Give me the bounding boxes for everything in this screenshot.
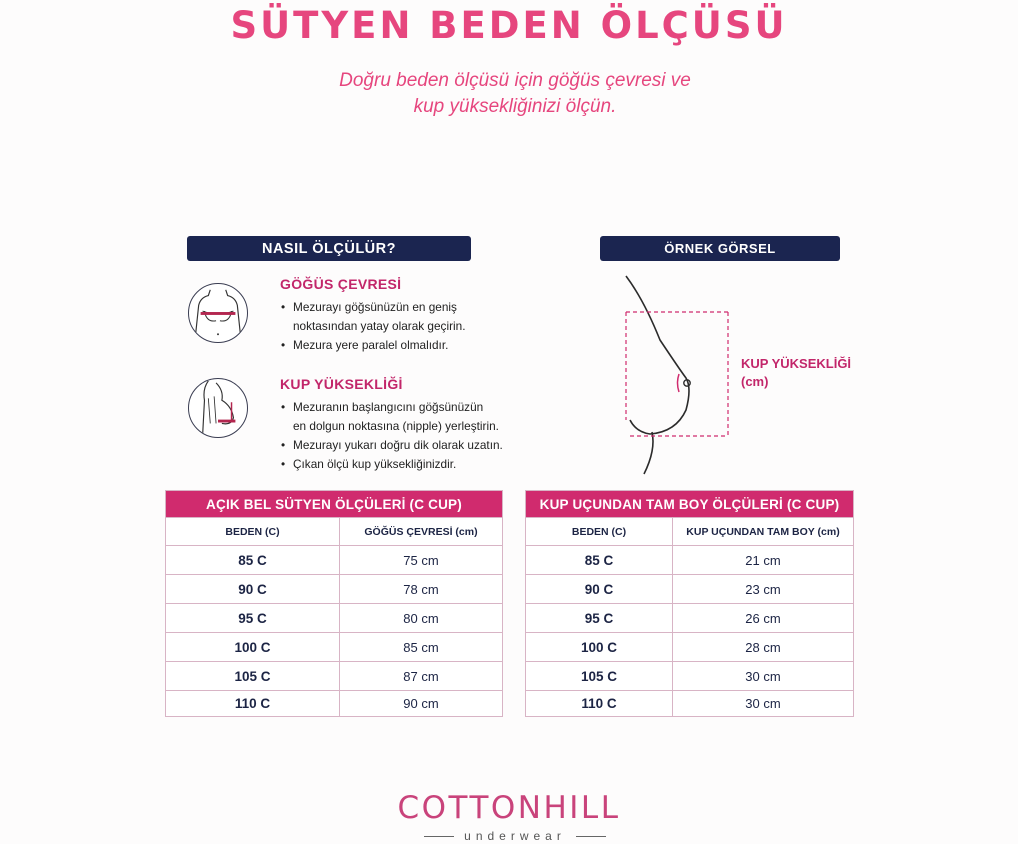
cup-length-table-title: KUP UÇUNDAN TAM BOY ÖLÇÜLERİ (C CUP) [526, 491, 853, 517]
table-row: 100 C 85 cm [166, 632, 502, 661]
cup-height-label: KUP YÜKSEKLİĞİ (cm) [741, 356, 852, 389]
page-title: SÜTYEN BEDEN ÖLÇÜSÜ [230, 4, 788, 47]
table-row: 85 C 21 cm [526, 545, 853, 574]
band-size-table [165, 490, 503, 717]
column-header: BEDEN (C) [166, 518, 340, 545]
cup-length-table [525, 490, 854, 717]
band-size-table-title: AÇIK BEL SÜTYEN ÖLÇÜLERİ (C CUP) [166, 491, 502, 517]
cup-bullet-1: • Mezuranın başlangıcını göğsünüzün en dolgun noktasına (nipple) yerleştirin. [281, 398, 503, 436]
chest-heading: GÖĞÜS ÇEVRESİ [280, 276, 402, 292]
how-to-measure-header: NASIL ÖLÇÜLÜR? [187, 236, 471, 261]
chest-bullets [281, 298, 465, 355]
table-row: 100 C 28 cm [526, 632, 853, 661]
table-row: 110 C 30 cm [526, 690, 853, 716]
table-row: 85 C 75 cm [166, 545, 502, 574]
table-row: 95 C 80 cm [166, 603, 502, 632]
column-header: BEDEN (C) [526, 518, 673, 545]
cup-measure-illustration-icon [188, 378, 248, 438]
sample-image-header: ÖRNEK GÖRSEL [600, 236, 840, 261]
brand-tagline [403, 829, 627, 843]
table-row: 105 C 87 cm [166, 661, 502, 690]
cup-heading: KUP YÜKSEKLİĞİ [280, 376, 403, 392]
column-header: GÖĞÜS ÇEVRESİ (cm) [364, 525, 478, 538]
divider [576, 836, 606, 837]
cup-bullet-3: • Çıkan ölçü kup yüksekliğinizdir. [281, 455, 503, 474]
chest-bullet-2: • Mezura yere paralel olmalıdır. [281, 336, 465, 355]
subtitle-line-1: Doğru beden ölçüsü için göğüs çevresi ve [339, 70, 691, 91]
table-row: 95 C 26 cm [526, 603, 853, 632]
chest-measure-illustration-icon [188, 283, 248, 343]
brand-logo: COTTONHILL [397, 790, 621, 826]
table-row: 105 C 30 cm [526, 661, 853, 690]
cup-bullets [281, 398, 503, 474]
table-row: 90 C 78 cm [166, 574, 502, 603]
subtitle-line-2: kup yüksekliğinizi ölçün. [413, 96, 617, 117]
table-header-row [526, 517, 853, 545]
table-row: 90 C 23 cm [526, 574, 853, 603]
table-row: 110 C 90 cm [166, 690, 502, 716]
breast-profile-diagram-icon [600, 270, 740, 480]
divider [424, 836, 454, 837]
table-header-row [166, 517, 502, 545]
chest-bullet-1: • Mezurayı göğsünüzün en geniş noktasından yatay olarak geçirin. [281, 298, 465, 336]
page-subtitle [300, 68, 730, 120]
brand-tagline-text: underwear [464, 829, 566, 843]
column-header: KUP UÇUNDAN TAM BOY (cm) [686, 525, 840, 538]
cup-bullet-2: • Mezurayı yukarı doğru dik olarak uzatın. [281, 436, 503, 455]
